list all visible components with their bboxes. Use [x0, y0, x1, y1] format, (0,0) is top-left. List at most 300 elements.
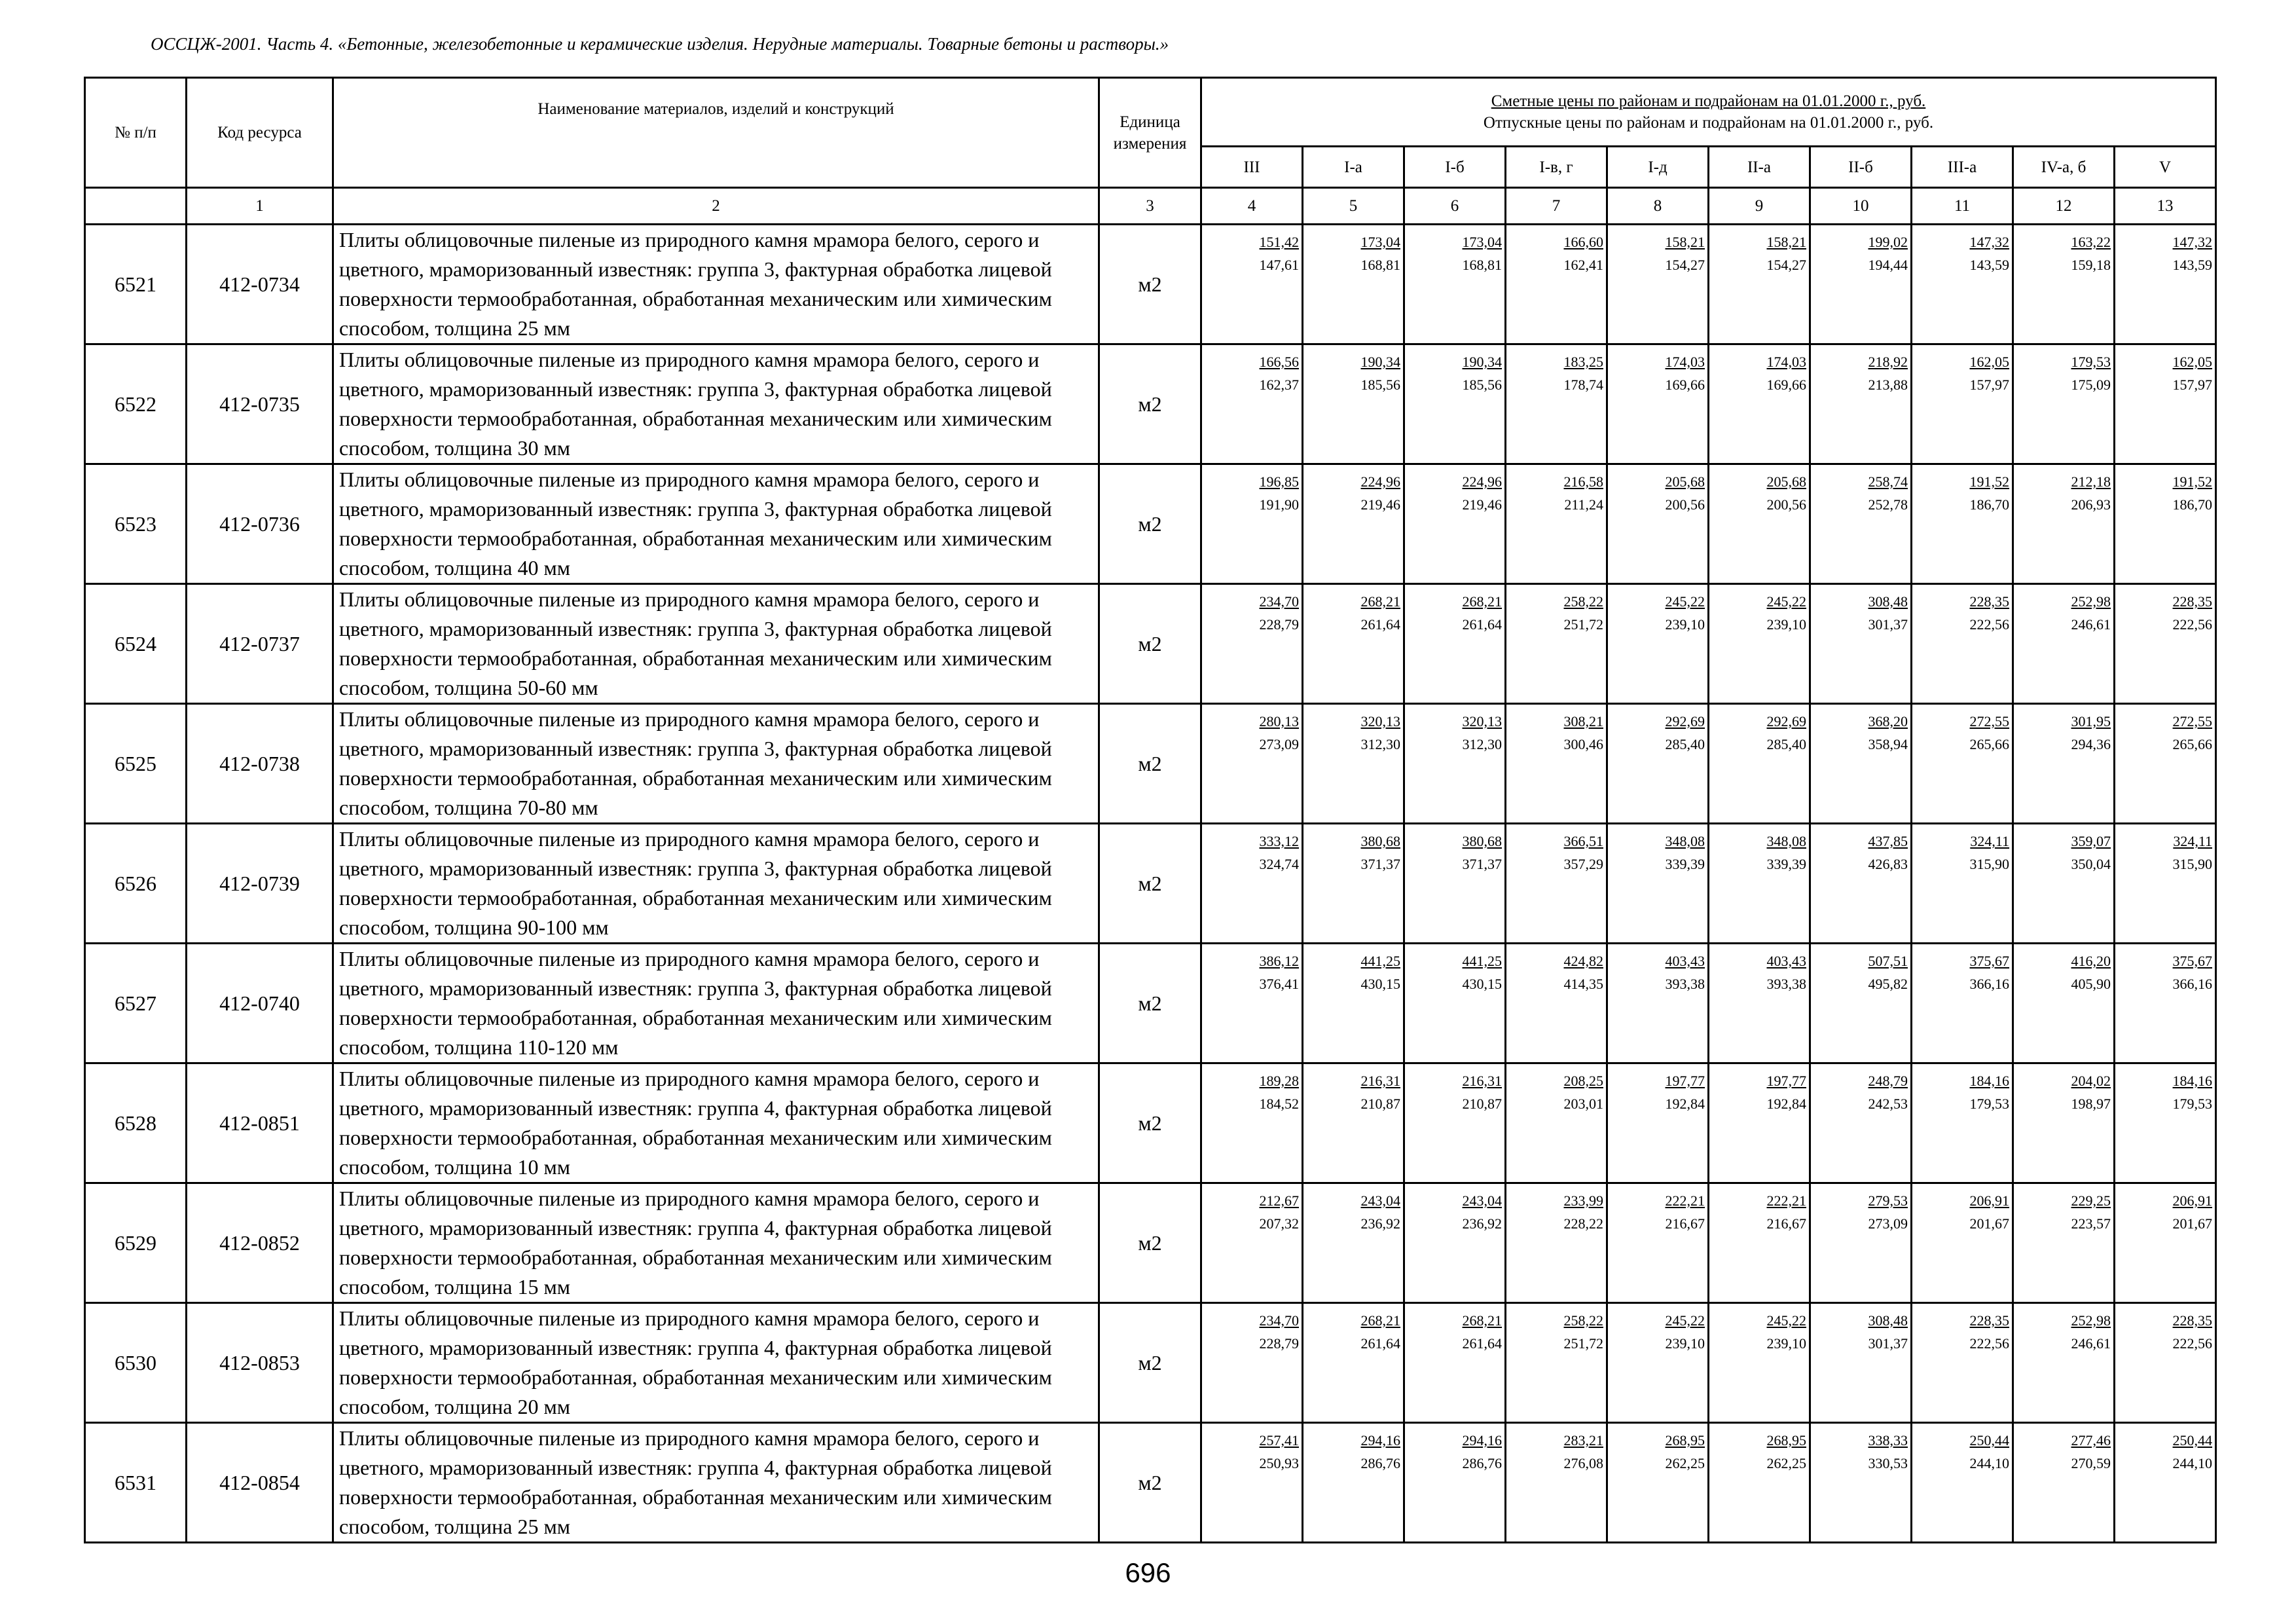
row-code: 412-0851: [187, 1063, 333, 1183]
price-smet: 441,25: [1360, 953, 1400, 969]
price-otp: 239,10: [1766, 1335, 1806, 1352]
price-cell: [1607, 584, 1709, 704]
col-number: 3: [1099, 188, 1201, 225]
price-smet: 320,13: [1462, 713, 1502, 729]
price-otp: 216,67: [1665, 1215, 1705, 1232]
price-smet: 190,34: [1462, 354, 1502, 370]
price-otp: 312,30: [1360, 736, 1400, 752]
price-otp: 222,56: [2172, 616, 2213, 633]
price-smet: 205,68: [1766, 473, 1806, 490]
region-header: I-д: [1607, 147, 1709, 188]
price-smet: 212,67: [1259, 1192, 1299, 1209]
price-cell: [1506, 944, 1607, 1063]
row-name: Плиты облицовочные пиленые из природного камня мрамора белого, серого и цветного, мраморизованный известняк: группа 3, фактурная обработка лицевой поверхности термообработанная, обработанная механическим или химическим способом, толщина 90-100 мм: [333, 824, 1099, 944]
price-smet: 416,20: [2071, 953, 2111, 969]
price-smet: 507,51: [1868, 953, 1908, 969]
price-otp: 312,30: [1462, 736, 1502, 752]
price-smet: 245,22: [1665, 593, 1705, 610]
price-cell: [1810, 1303, 1912, 1423]
price-cell: [1607, 1063, 1709, 1183]
price-table: [84, 77, 2217, 1543]
price-cell: [1404, 464, 1506, 584]
price-otp: 261,64: [1462, 616, 1502, 633]
price-cell: [1506, 584, 1607, 704]
price-otp: 426,83: [1868, 856, 1908, 872]
price-otp: 222,56: [1969, 616, 2009, 633]
price-smet: 183,25: [1563, 354, 1603, 370]
table-row: [85, 344, 2216, 464]
price-otp: 198,97: [2071, 1096, 2111, 1112]
price-cell: [2115, 1423, 2216, 1543]
price-smet: 206,91: [1969, 1192, 2009, 1209]
price-cell: [1607, 344, 1709, 464]
price-otp: 286,76: [1360, 1455, 1400, 1471]
price-otp: 154,27: [1665, 257, 1705, 273]
price-otp: 162,37: [1259, 377, 1299, 393]
price-smet: 359,07: [2071, 833, 2111, 849]
price-cell: [1709, 704, 1810, 824]
price-otp: 246,61: [2071, 1335, 2111, 1352]
price-smet: 197,77: [1665, 1073, 1705, 1089]
price-smet: 338,33: [1868, 1432, 1908, 1449]
price-otp: 414,35: [1563, 976, 1603, 992]
price-smet: 174,03: [1665, 354, 1705, 370]
row-unit: м2: [1099, 944, 1201, 1063]
price-cell: [1912, 464, 2013, 584]
price-cell: [1607, 1183, 1709, 1303]
price-cell: [1506, 1423, 1607, 1543]
row-name: Плиты облицовочные пиленые из природного камня мрамора белого, серого и цветного, мраморизованный известняк: группа 3, фактурная обработка лицевой поверхности термообработанная, обработанная механическим или химическим способом, толщина 25 мм: [333, 225, 1099, 344]
row-code: 412-0734: [187, 225, 333, 344]
price-smet: 245,22: [1665, 1312, 1705, 1329]
price-smet: 437,85: [1868, 833, 1908, 849]
price-cell: [1912, 1063, 2013, 1183]
price-smet: 228,35: [1969, 593, 2009, 610]
price-header-smet: Сметные цены по районам и подрайонам на 01.01.2000 г., руб.: [1491, 92, 1926, 110]
row-unit: м2: [1099, 1183, 1201, 1303]
price-cell: [1201, 1183, 1303, 1303]
price-otp: 270,59: [2071, 1455, 2111, 1471]
price-otp: 185,56: [1462, 377, 1502, 393]
row-name: Плиты облицовочные пиленые из природного камня мрамора белого, серого и цветного, мраморизованный известняк: группа 3, фактурная обработка лицевой поверхности термообработанная, обработанная механическим или химическим способом, толщина 30 мм: [333, 344, 1099, 464]
col-number: 4: [1201, 188, 1303, 225]
price-otp: 200,56: [1665, 496, 1705, 513]
price-otp: 273,09: [1259, 736, 1299, 752]
price-otp: 192,84: [1766, 1096, 1806, 1112]
table-row: [85, 1423, 2216, 1543]
price-smet: 272,55: [2172, 713, 2213, 729]
price-cell: [1912, 1423, 2013, 1543]
price-cell: [1810, 704, 1912, 824]
price-otp: 157,97: [1969, 377, 2009, 393]
price-smet: 224,96: [1360, 473, 1400, 490]
table-row: [85, 704, 2216, 824]
price-cell: [1506, 1303, 1607, 1423]
price-cell: [1404, 944, 1506, 1063]
price-cell: [1404, 824, 1506, 944]
price-cell: [2013, 584, 2115, 704]
row-unit: м2: [1099, 344, 1201, 464]
col-header-num: № п/п: [85, 78, 187, 188]
price-cell: [2013, 704, 2115, 824]
price-otp: 261,64: [1360, 616, 1400, 633]
price-otp: 147,61: [1259, 257, 1299, 273]
price-otp: 286,76: [1462, 1455, 1502, 1471]
price-smet: 268,21: [1462, 1312, 1502, 1329]
price-smet: 375,67: [1969, 953, 2009, 969]
price-cell: [1709, 944, 1810, 1063]
price-cell: [1607, 1423, 1709, 1543]
price-smet: 243,04: [1360, 1192, 1400, 1209]
region-header: I-в, г: [1506, 147, 1607, 188]
price-otp: 169,66: [1665, 377, 1705, 393]
price-otp: 210,87: [1462, 1096, 1502, 1112]
price-otp: 168,81: [1462, 257, 1502, 273]
price-smet: 250,44: [2172, 1432, 2213, 1449]
price-smet: 162,05: [1969, 354, 2009, 370]
col-header-prices: [1201, 78, 2216, 147]
col-header-name: Наименование материалов, изделий и конструкций: [333, 78, 1099, 188]
row-code: 412-0854: [187, 1423, 333, 1543]
price-otp: 219,46: [1462, 496, 1502, 513]
price-smet: 191,52: [2172, 473, 2213, 490]
row-num: 6530: [85, 1303, 187, 1423]
price-smet: 277,46: [2071, 1432, 2111, 1449]
price-otp: 252,78: [1868, 496, 1908, 513]
price-cell: [1404, 1303, 1506, 1423]
price-otp: 162,41: [1563, 257, 1603, 273]
region-header: V: [2115, 147, 2216, 188]
price-smet: 308,21: [1563, 713, 1603, 729]
price-otp: 192,84: [1665, 1096, 1705, 1112]
price-smet: 216,31: [1462, 1073, 1502, 1089]
price-smet: 380,68: [1360, 833, 1400, 849]
price-cell: [2115, 1063, 2216, 1183]
price-smet: 333,12: [1259, 833, 1299, 849]
price-smet: 224,96: [1462, 473, 1502, 490]
table-row: [85, 824, 2216, 944]
price-smet: 184,16: [1969, 1073, 2009, 1089]
price-smet: 234,70: [1259, 1312, 1299, 1329]
price-smet: 308,48: [1868, 1312, 1908, 1329]
col-number: 13: [2115, 188, 2216, 225]
col-number: 1: [187, 188, 333, 225]
price-otp: 393,38: [1665, 976, 1705, 992]
price-cell: [1709, 1423, 1810, 1543]
price-smet: 375,67: [2172, 953, 2213, 969]
row-name: Плиты облицовочные пиленые из природного камня мрамора белого, серого и цветного, мраморизованный известняк: группа 4, фактурная обработка лицевой поверхности термообработанная, обработанная механическим или химическим способом, толщина 25 мм: [333, 1423, 1099, 1543]
row-unit: м2: [1099, 584, 1201, 704]
price-otp: 207,32: [1259, 1215, 1299, 1232]
price-smet: 162,05: [2172, 354, 2213, 370]
price-cell: [1303, 824, 1404, 944]
price-cell: [2013, 464, 2115, 584]
price-smet: 191,52: [1969, 473, 2009, 490]
row-unit: м2: [1099, 225, 1201, 344]
price-cell: [1201, 344, 1303, 464]
price-otp: 186,70: [2172, 496, 2213, 513]
price-cell: [1201, 944, 1303, 1063]
price-cell: [2013, 944, 2115, 1063]
price-smet: 197,77: [1766, 1073, 1806, 1089]
price-otp: 242,53: [1868, 1096, 1908, 1112]
col-header-code: Код ресурса: [187, 78, 333, 188]
row-code: 412-0737: [187, 584, 333, 704]
price-cell: [2115, 344, 2216, 464]
price-cell: [1506, 225, 1607, 344]
price-otp: 285,40: [1766, 736, 1806, 752]
price-smet: 272,55: [1969, 713, 2009, 729]
price-cell: [1912, 824, 2013, 944]
price-cell: [1201, 1303, 1303, 1423]
row-code: 412-0736: [187, 464, 333, 584]
price-otp: 219,46: [1360, 496, 1400, 513]
region-header: III: [1201, 147, 1303, 188]
row-name: Плиты облицовочные пиленые из природного камня мрамора белого, серого и цветного, мраморизованный известняк: группа 3, фактурная обработка лицевой поверхности термообработанная, обработанная механическим или химическим способом, толщина 70-80 мм: [333, 704, 1099, 824]
price-cell: [1404, 225, 1506, 344]
price-smet: 348,08: [1766, 833, 1806, 849]
col-number: 8: [1607, 188, 1709, 225]
row-code: 412-0740: [187, 944, 333, 1063]
price-cell: [1404, 1063, 1506, 1183]
col-number: 12: [2013, 188, 2115, 225]
price-otp: 371,37: [1360, 856, 1400, 872]
price-cell: [1810, 1063, 1912, 1183]
row-unit: м2: [1099, 824, 1201, 944]
row-num: 6527: [85, 944, 187, 1063]
row-code: 412-0738: [187, 704, 333, 824]
price-cell: [2115, 824, 2216, 944]
price-otp: 357,29: [1563, 856, 1603, 872]
price-cell: [1404, 1183, 1506, 1303]
price-cell: [1506, 1063, 1607, 1183]
price-otp: 273,09: [1868, 1215, 1908, 1232]
row-num: 6521: [85, 225, 187, 344]
price-smet: 380,68: [1462, 833, 1502, 849]
price-cell: [1404, 584, 1506, 704]
price-cell: [1404, 1423, 1506, 1543]
price-otp: 495,82: [1868, 976, 1908, 992]
price-smet: 208,25: [1563, 1073, 1603, 1089]
price-smet: 268,21: [1360, 593, 1400, 610]
price-otp: 175,09: [2071, 377, 2111, 393]
price-otp: 179,53: [2172, 1096, 2213, 1112]
price-otp: 315,90: [1969, 856, 2009, 872]
price-cell: [1912, 584, 2013, 704]
price-cell: [2115, 584, 2216, 704]
price-smet: 252,98: [2071, 593, 2111, 610]
price-smet: 189,28: [1259, 1073, 1299, 1089]
col-number: 7: [1506, 188, 1607, 225]
price-cell: [1810, 225, 1912, 344]
price-cell: [1709, 584, 1810, 704]
price-otp: 223,57: [2071, 1215, 2111, 1232]
price-otp: 179,53: [1969, 1096, 2009, 1112]
price-smet: 222,21: [1766, 1192, 1806, 1209]
price-otp: 393,38: [1766, 976, 1806, 992]
price-cell: [1201, 704, 1303, 824]
price-cell: [1506, 824, 1607, 944]
row-num: 6529: [85, 1183, 187, 1303]
price-otp: 236,92: [1462, 1215, 1502, 1232]
price-otp: 262,25: [1665, 1455, 1705, 1471]
price-smet: 403,43: [1665, 953, 1705, 969]
price-cell: [1709, 225, 1810, 344]
price-otp: 371,37: [1462, 856, 1502, 872]
price-cell: [2115, 1183, 2216, 1303]
price-cell: [1709, 344, 1810, 464]
row-unit: м2: [1099, 704, 1201, 824]
row-code: 412-0852: [187, 1183, 333, 1303]
price-otp: 168,81: [1360, 257, 1400, 273]
price-otp: 201,67: [2172, 1215, 2213, 1232]
price-cell: [1201, 464, 1303, 584]
document-header: ОССЦЖ-2001. Часть 4. «Бетонные, железобетонные и керамические изделия. Нерудные материалы. Товарные бетоны и растворы.»: [151, 34, 1169, 54]
price-smet: 245,22: [1766, 1312, 1806, 1329]
price-smet: 216,31: [1360, 1073, 1400, 1089]
price-otp: 200,56: [1766, 496, 1806, 513]
price-smet: 258,22: [1563, 593, 1603, 610]
price-smet: 268,21: [1360, 1312, 1400, 1329]
row-unit: м2: [1099, 1063, 1201, 1183]
price-smet: 158,21: [1665, 234, 1705, 250]
price-otp: 186,70: [1969, 496, 2009, 513]
price-otp: 203,01: [1563, 1096, 1603, 1112]
price-otp: 194,44: [1868, 257, 1908, 273]
price-smet: 320,13: [1360, 713, 1400, 729]
price-smet: 151,42: [1259, 234, 1299, 250]
price-smet: 386,12: [1259, 953, 1299, 969]
price-smet: 250,44: [1969, 1432, 2009, 1449]
price-otp: 244,10: [1969, 1455, 2009, 1471]
price-smet: 366,51: [1563, 833, 1603, 849]
price-cell: [1303, 704, 1404, 824]
price-smet: 218,92: [1868, 354, 1908, 370]
price-cell: [1607, 944, 1709, 1063]
row-name: Плиты облицовочные пиленые из природного камня мрамора белого, серого и цветного, мраморизованный известняк: группа 4, фактурная обработка лицевой поверхности термообработанная, обработанная механическим или химическим способом, толщина 20 мм: [333, 1303, 1099, 1423]
price-smet: 294,16: [1462, 1432, 1502, 1449]
price-smet: 441,25: [1462, 953, 1502, 969]
row-num: 6526: [85, 824, 187, 944]
row-code: 412-0739: [187, 824, 333, 944]
table-row: [85, 584, 2216, 704]
price-smet: 147,32: [2172, 234, 2213, 250]
price-smet: 173,04: [1360, 234, 1400, 250]
price-otp: 244,10: [2172, 1455, 2213, 1471]
price-smet: 279,53: [1868, 1192, 1908, 1209]
price-cell: [1201, 225, 1303, 344]
price-otp: 216,67: [1766, 1215, 1806, 1232]
price-smet: 216,58: [1563, 473, 1603, 490]
price-otp: 169,66: [1766, 377, 1806, 393]
row-code: 412-0853: [187, 1303, 333, 1423]
price-smet: 258,22: [1563, 1312, 1603, 1329]
price-smet: 229,25: [2071, 1192, 2111, 1209]
price-otp: 430,15: [1360, 976, 1400, 992]
price-otp: 246,61: [2071, 616, 2111, 633]
price-otp: 143,59: [2172, 257, 2213, 273]
price-otp: 157,97: [2172, 377, 2213, 393]
price-smet: 184,16: [2172, 1073, 2213, 1089]
price-smet: 166,60: [1563, 234, 1603, 250]
region-header: II-а: [1709, 147, 1810, 188]
region-header: I-б: [1404, 147, 1506, 188]
row-unit: м2: [1099, 464, 1201, 584]
price-smet: 252,98: [2071, 1312, 2111, 1329]
price-cell: [1810, 464, 1912, 584]
price-smet: 173,04: [1462, 234, 1502, 250]
price-otp: 330,53: [1868, 1455, 1908, 1471]
price-smet: 294,16: [1360, 1432, 1400, 1449]
price-cell: [1912, 344, 2013, 464]
col-number: 9: [1709, 188, 1810, 225]
price-otp: 222,56: [2172, 1335, 2213, 1352]
price-smet: 280,13: [1259, 713, 1299, 729]
price-cell: [1709, 1063, 1810, 1183]
row-num: 6528: [85, 1063, 187, 1183]
price-otp: 261,64: [1462, 1335, 1502, 1352]
price-smet: 424,82: [1563, 953, 1603, 969]
price-cell: [1810, 344, 1912, 464]
price-otp: 300,46: [1563, 736, 1603, 752]
price-smet: 204,02: [2071, 1073, 2111, 1089]
col-number: 5: [1303, 188, 1404, 225]
price-otp: 285,40: [1665, 736, 1705, 752]
price-cell: [2013, 225, 2115, 344]
price-otp: 358,94: [1868, 736, 1908, 752]
price-smet: 179,53: [2071, 354, 2111, 370]
price-cell: [1303, 944, 1404, 1063]
col-header-unit: Единица измерения: [1099, 78, 1201, 188]
price-cell: [2115, 944, 2216, 1063]
price-cell: [1810, 944, 1912, 1063]
price-smet: 228,35: [2172, 1312, 2213, 1329]
price-otp: 213,88: [1868, 377, 1908, 393]
price-cell: [1506, 344, 1607, 464]
price-cell: [2013, 344, 2115, 464]
price-otp: 251,72: [1563, 1335, 1603, 1352]
price-otp: 350,04: [2071, 856, 2111, 872]
price-otp: 261,64: [1360, 1335, 1400, 1352]
price-cell: [1303, 225, 1404, 344]
col-number-empty: [85, 188, 187, 225]
row-code: 412-0735: [187, 344, 333, 464]
price-cell: [1303, 1423, 1404, 1543]
price-otp: 239,10: [1766, 616, 1806, 633]
price-smet: 292,69: [1665, 713, 1705, 729]
price-otp: 315,90: [2172, 856, 2213, 872]
price-otp: 366,16: [2172, 976, 2213, 992]
price-smet: 283,21: [1563, 1432, 1603, 1449]
price-otp: 265,66: [2172, 736, 2213, 752]
row-num: 6524: [85, 584, 187, 704]
table-row: [85, 1063, 2216, 1183]
price-cell: [1709, 464, 1810, 584]
row-num: 6523: [85, 464, 187, 584]
price-cell: [2115, 225, 2216, 344]
price-otp: 301,37: [1868, 616, 1908, 633]
table-row: [85, 944, 2216, 1063]
price-smet: 233,99: [1563, 1192, 1603, 1209]
region-header: II-б: [1810, 147, 1912, 188]
price-cell: [1201, 584, 1303, 704]
price-smet: 245,22: [1766, 593, 1806, 610]
price-otp: 222,56: [1969, 1335, 2009, 1352]
page-number: 696: [1125, 1557, 1171, 1588]
col-number: 2: [333, 188, 1099, 225]
price-cell: [2013, 1303, 2115, 1423]
price-cell: [1912, 1303, 2013, 1423]
